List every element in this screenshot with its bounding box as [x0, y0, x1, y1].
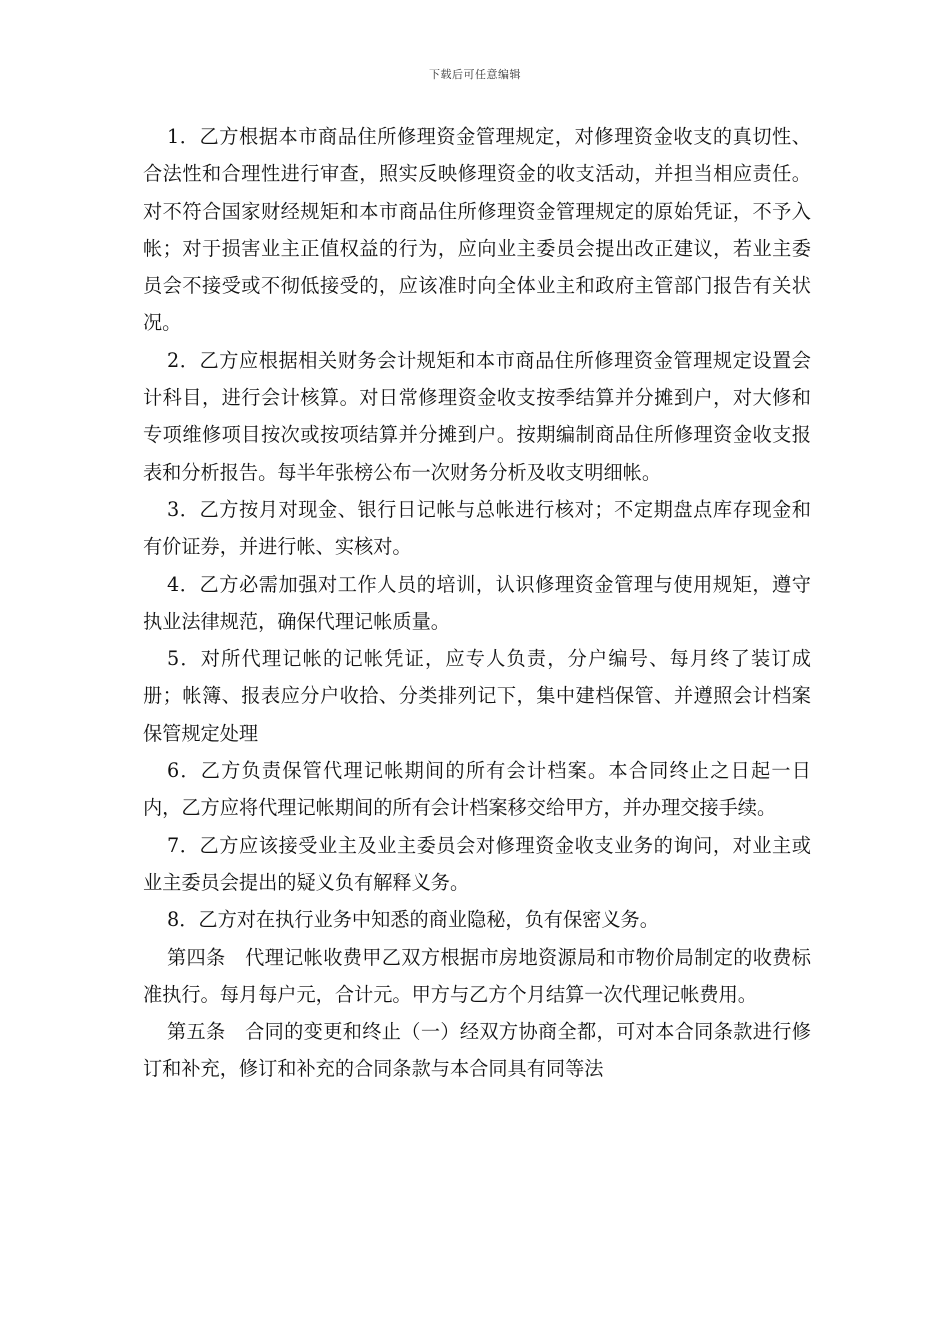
- article-4-paragraph: 第四条 代理记帐收费甲乙双方根据市房地资源局和市物价局制定的收费标准执行。每月每户元，合计元。甲方与乙方个月结算一次代理记帐费用。: [143, 945, 811, 1006]
- page-header-note: 下载后可任意编辑: [429, 68, 521, 81]
- clause-3-paragraph: 3．乙方按月对现金、银行日记帐与总帐进行核对；不定期盘点库存现金和有价证券，并进行帐、实核对。: [143, 497, 811, 559]
- article-5-paragraph: 第五条 合同的变更和终止（一）经双方协商全都，可对本合同条款进行修订和补充，修订和补充的合同条款与本合同具有同等法: [143, 1020, 811, 1081]
- clause-7-paragraph: 7．乙方应该接受业主及业主委员会对修理资金收支业务的询问，对业主或业主委员会提出的疑义负有解释义务。: [143, 833, 811, 894]
- clause-8-paragraph: 8．乙方对在执行业务中知悉的商业隐秘，负有保密义务。: [167, 908, 659, 932]
- clause-2-paragraph: 2．乙方应根据相关财务会计规矩和本市商品住所修理资金管理规定设置会计科目，进行会计核算。对日常修理资金收支按季结算并分摊到户，对大修和专项维修项目按次或按项结算并分摊到户。按期编制商品住所修理资金收支报表和分析报告。每半年张榜公布一次财务分析及收支明细帐。: [143, 348, 811, 484]
- clause-5-paragraph: 5．对所代理记帐的记帐凭证，应专人负责，分户编号、每月终了装订成册；帐簿、报表应分户收拾、分类排列记下，集中建档保管、并遵照会计档案保管规定处理: [143, 647, 811, 745]
- clause-4-paragraph: 4．乙方必需加强对工作人员的培训，认识修理资金管理与使用规矩，遵守执业法律规范，确保代理记帐质量。: [143, 572, 811, 633]
- clause-6-paragraph: 6．乙方负责保管代理记帐期间的所有会计档案。本合同终止之日起一日内，乙方应将代理记帐期间的所有会计档案移交给甲方，并办理交接手续。: [143, 759, 811, 820]
- clause-1-paragraph: 1．乙方根据本市商品住所修理资金管理规定，对修理资金收支的真切性、合法性和合理性进行审查，照实反映修理资金的收支活动，并担当相应责任。对不符合国家财经规矩和本市商品住所修理资金管理规定的原始凭证，不予入帐；对于损害业主正值权益的行为，应向业主委员会提出改正建议，若业主委员会不接受或不彻低接受的，应该准时向全体业主和政府主管部门报告有关状况。: [143, 125, 811, 335]
- document-body: [143, 118, 811, 1088]
